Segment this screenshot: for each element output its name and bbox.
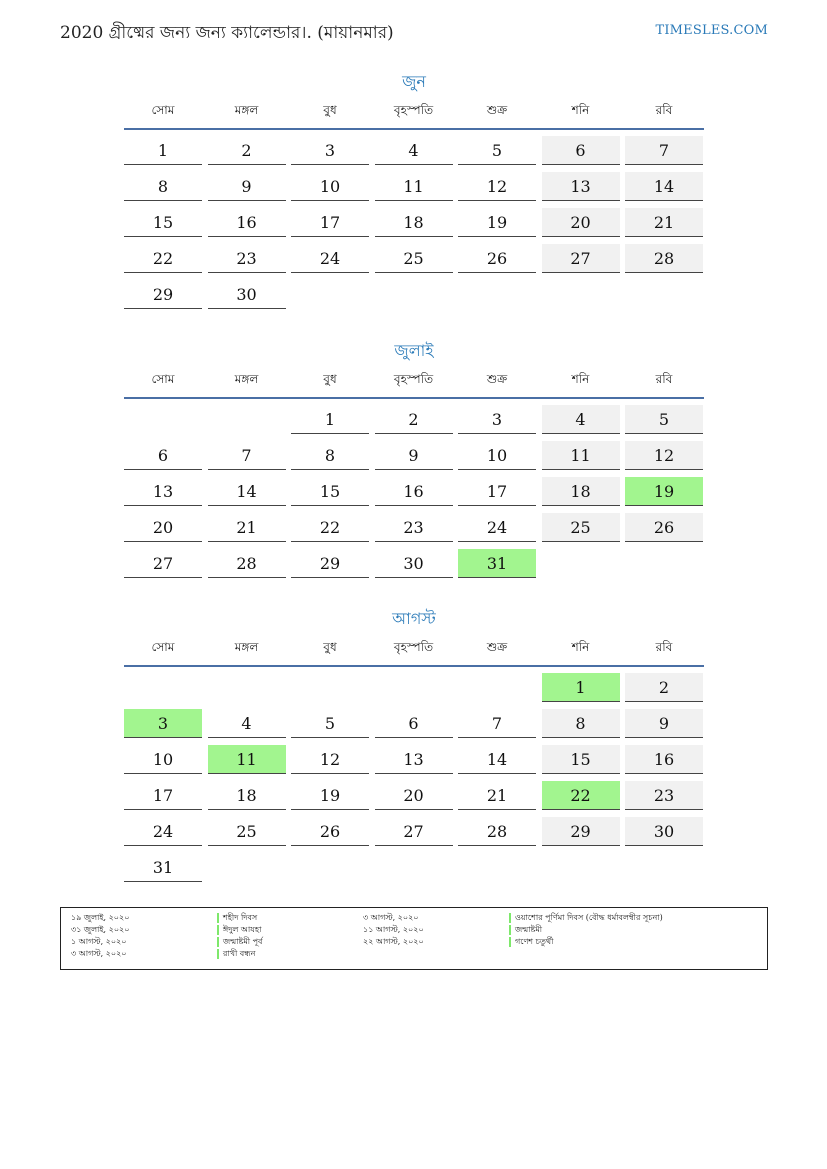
weekday-label: শুক্র [486, 372, 508, 386]
day-cell[interactable]: 4 [542, 405, 620, 434]
legend-date: ৩ আগস্ট, ২০২০ [363, 913, 419, 922]
weekday-label: বুধ [323, 640, 337, 654]
day-cell[interactable]: 16 [208, 208, 286, 237]
day-cell[interactable]: 2 [208, 136, 286, 165]
legend-holiday-name: শহীদ দিবস [217, 913, 257, 923]
brand-link[interactable]: TIMESLES.COM [655, 23, 768, 38]
day-cell[interactable]: 12 [291, 745, 369, 774]
legend-date: ২২ আগস্ট, ২০২০ [363, 937, 424, 946]
day-cell[interactable]: 12 [625, 441, 703, 470]
legend-date: ১৯ জুলাই, ২০২০ [71, 913, 130, 922]
day-cell[interactable]: 24 [458, 513, 536, 542]
month-july [124, 339, 704, 579]
day-cell[interactable]: 19 [458, 208, 536, 237]
day-cell[interactable]: 20 [542, 208, 620, 237]
legend-date: ১ আগস্ট, ২০২০ [71, 937, 127, 946]
day-cell-holiday[interactable]: 3 [124, 709, 202, 738]
day-cell[interactable]: 30 [625, 817, 703, 846]
day-cell[interactable]: 29 [291, 549, 369, 578]
day-cell[interactable]: 2 [625, 673, 703, 702]
month-june [124, 70, 704, 310]
weekday-label: রবি [655, 640, 673, 654]
weekday-label: সোম [151, 372, 175, 386]
legend-holiday-name: গণেশ চতুর্থী [509, 937, 553, 947]
day-cell[interactable]: 20 [124, 513, 202, 542]
day-cell[interactable]: 15 [291, 477, 369, 506]
weekday-label: মঙ্গল [234, 103, 259, 117]
day-cell[interactable]: 21 [458, 781, 536, 810]
weekday-label: বুধ [323, 372, 337, 386]
day-cell[interactable]: 9 [625, 709, 703, 738]
day-cell[interactable]: 12 [458, 172, 536, 201]
weekday-label: শনি [571, 103, 590, 117]
day-cell[interactable]: 8 [291, 441, 369, 470]
weekday-label: বৃহস্পতি [393, 372, 434, 386]
day-cell[interactable]: 27 [375, 817, 453, 846]
day-cell[interactable]: 11 [375, 172, 453, 201]
day-cell[interactable]: 5 [458, 136, 536, 165]
day-cell[interactable]: 13 [375, 745, 453, 774]
day-cell[interactable]: 27 [124, 549, 202, 578]
day-cell-holiday[interactable]: 19 [625, 477, 703, 506]
day-cell[interactable]: 23 [625, 781, 703, 810]
day-cell[interactable]: 13 [124, 477, 202, 506]
day-cell[interactable]: 13 [542, 172, 620, 201]
day-cell[interactable]: 17 [291, 208, 369, 237]
day-cell[interactable]: 7 [208, 441, 286, 470]
day-cell[interactable]: 21 [208, 513, 286, 542]
day-cell[interactable]: 15 [542, 745, 620, 774]
day-cell[interactable]: 10 [458, 441, 536, 470]
weekday-header [124, 363, 704, 397]
day-cell[interactable]: 15 [124, 208, 202, 237]
day-cell[interactable]: 8 [124, 172, 202, 201]
weekday-label: সোম [151, 103, 175, 117]
day-cell[interactable]: 18 [542, 477, 620, 506]
day-cell[interactable]: 30 [375, 549, 453, 578]
month-august [124, 607, 704, 883]
day-cell[interactable]: 10 [291, 172, 369, 201]
weekday-label: মঙ্গল [234, 640, 259, 654]
legend-date: ৩১ জুলাই, ২০২০ [71, 925, 130, 934]
day-cell[interactable]: 4 [375, 136, 453, 165]
weekday-label: শনি [571, 372, 590, 386]
day-cell[interactable]: 28 [458, 817, 536, 846]
legend-date: ৩ আগস্ট, ২০২০ [71, 949, 127, 958]
day-cell[interactable]: 9 [375, 441, 453, 470]
legend-holiday-name: রাখী বন্ধন [217, 949, 255, 959]
day-cell[interactable]: 31 [124, 853, 202, 882]
day-cell[interactable]: 16 [375, 477, 453, 506]
weekday-label: শনি [571, 640, 590, 654]
day-cell[interactable]: 9 [208, 172, 286, 201]
day-cell[interactable]: 26 [458, 244, 536, 273]
day-cell[interactable]: 25 [542, 513, 620, 542]
day-cell[interactable]: 29 [124, 280, 202, 309]
weekday-label: সোম [151, 640, 175, 654]
day-cell[interactable]: 24 [291, 244, 369, 273]
day-cell[interactable]: 23 [375, 513, 453, 542]
weekday-header [124, 94, 704, 128]
day-cell[interactable]: 27 [542, 244, 620, 273]
day-cell[interactable]: 20 [375, 781, 453, 810]
day-cell[interactable]: 30 [208, 280, 286, 309]
weekday-header [124, 631, 704, 665]
day-cell[interactable]: 24 [124, 817, 202, 846]
weekday-label: বুধ [323, 103, 337, 117]
weekday-label: রবি [655, 372, 673, 386]
day-cell-holiday[interactable]: 1 [542, 673, 620, 702]
day-cell[interactable]: 11 [542, 441, 620, 470]
day-cell[interactable]: 16 [625, 745, 703, 774]
day-cell[interactable]: 29 [542, 817, 620, 846]
day-cell[interactable]: 2 [375, 405, 453, 434]
weekday-label: শুক্র [486, 640, 508, 654]
day-cell[interactable]: 22 [291, 513, 369, 542]
holiday-legend [60, 907, 768, 970]
day-cell[interactable]: 14 [625, 172, 703, 201]
day-cell-holiday[interactable]: 22 [542, 781, 620, 810]
day-cell[interactable]: 10 [124, 745, 202, 774]
day-cell-holiday[interactable]: 31 [458, 549, 536, 578]
day-cell[interactable]: 18 [208, 781, 286, 810]
day-cell[interactable]: 6 [124, 441, 202, 470]
day-cell[interactable]: 17 [124, 781, 202, 810]
day-cell[interactable]: 6 [375, 709, 453, 738]
month-title: জুলাই [394, 341, 434, 360]
day-cell[interactable]: 1 [124, 136, 202, 165]
day-cell[interactable]: 25 [375, 244, 453, 273]
weekday-label: বৃহস্পতি [393, 640, 434, 654]
month-title: আগস্ট [392, 609, 436, 628]
day-cell[interactable]: 26 [625, 513, 703, 542]
day-cell[interactable]: 23 [208, 244, 286, 273]
day-cell[interactable]: 25 [208, 817, 286, 846]
legend-date: ১১ আগস্ট, ২০২০ [363, 925, 424, 934]
day-cell[interactable]: 5 [625, 405, 703, 434]
day-cell[interactable]: 8 [542, 709, 620, 738]
weekday-label: রবি [655, 103, 673, 117]
legend-holiday-name: জন্মাষ্টমী [509, 925, 542, 935]
day-cell[interactable]: 18 [375, 208, 453, 237]
day-cell[interactable]: 4 [208, 709, 286, 738]
day-cell[interactable]: 17 [458, 477, 536, 506]
day-cell[interactable]: 1 [291, 405, 369, 434]
day-cell[interactable]: 22 [124, 244, 202, 273]
weekday-label: মঙ্গল [234, 372, 259, 386]
legend-holiday-name: জন্মাষ্টমী পূর্ব [217, 937, 263, 947]
day-cell[interactable]: 14 [208, 477, 286, 506]
day-cell[interactable]: 21 [625, 208, 703, 237]
legend-holiday-name: ঈদুল আযহা [217, 925, 261, 935]
day-cell[interactable]: 19 [291, 781, 369, 810]
day-cell[interactable]: 14 [458, 745, 536, 774]
day-cell[interactable]: 3 [291, 136, 369, 165]
page-title: 2020 গ্রীষ্মের জন্য জন্য ক্যালেন্ডার।. (মায়ানমার) [60, 23, 394, 43]
weekday-label: শুক্র [486, 103, 508, 117]
day-cell-holiday[interactable]: 11 [208, 745, 286, 774]
day-cell[interactable]: 28 [625, 244, 703, 273]
page-header [60, 20, 768, 44]
day-cell[interactable]: 7 [458, 709, 536, 738]
day-cell[interactable]: 3 [458, 405, 536, 434]
day-cell[interactable]: 28 [208, 549, 286, 578]
day-cell[interactable]: 6 [542, 136, 620, 165]
day-cell[interactable]: 5 [291, 709, 369, 738]
legend-holiday-name: ওয়াশোর পূর্ণিমা দিবস (বৌদ্ধ ধর্মাবলম্বীর সূচনা) [509, 913, 663, 923]
day-cell[interactable]: 7 [625, 136, 703, 165]
month-title: জুন [402, 72, 426, 91]
weekday-label: বৃহস্পতি [393, 103, 434, 117]
day-cell[interactable]: 26 [291, 817, 369, 846]
